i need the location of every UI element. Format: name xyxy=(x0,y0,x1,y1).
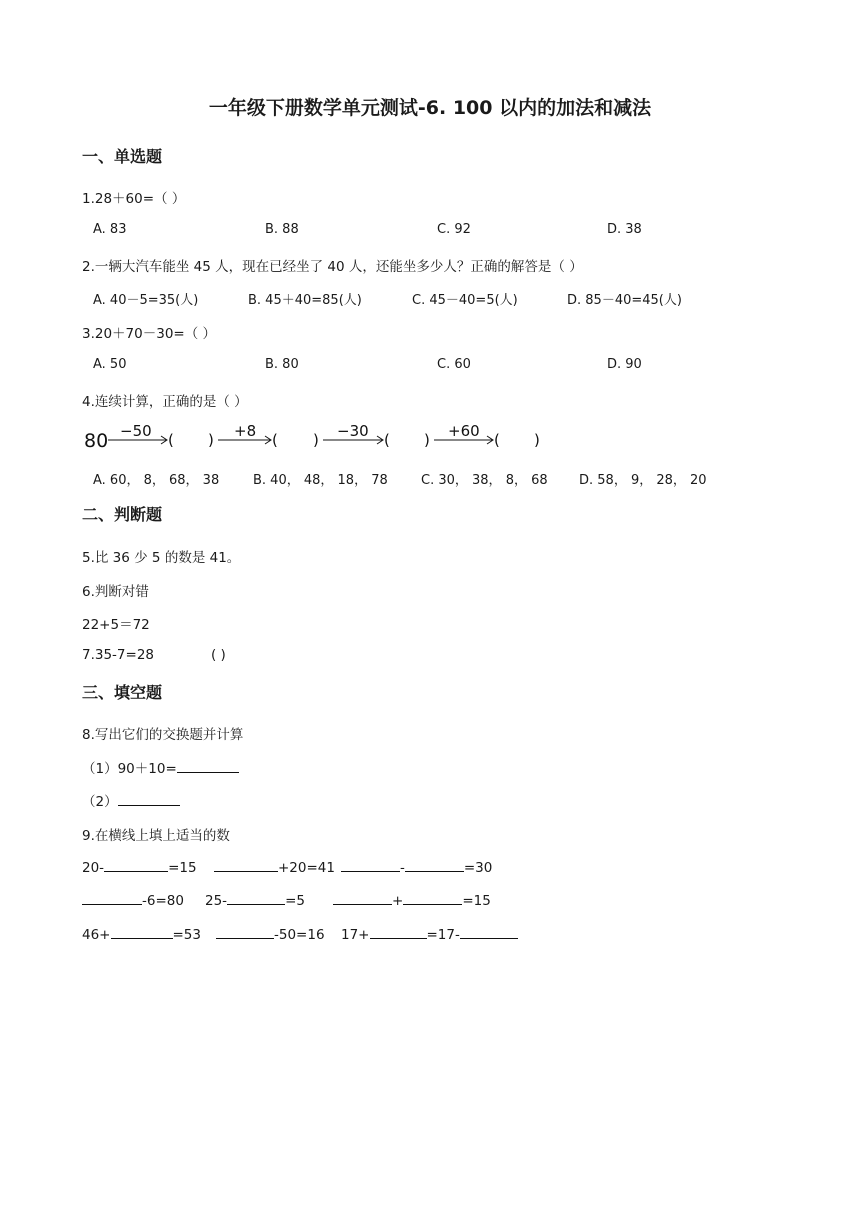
q9-row-2-item-2 xyxy=(205,892,305,909)
q9-text: =5 xyxy=(285,893,305,909)
answer-blank[interactable] xyxy=(214,859,278,872)
q9-text: -6=80 xyxy=(142,893,184,909)
question-4-stem: 4.连续计算，正确的是（ ） xyxy=(82,394,248,410)
chain-op-1: −50 xyxy=(120,422,152,440)
q2-option-d: D. 85－40=45(人) xyxy=(567,293,682,308)
q8-part-2-text: （2） xyxy=(82,794,118,810)
answer-blank[interactable] xyxy=(227,892,285,905)
q9-text: 17+ xyxy=(341,927,370,943)
section-heading-single-choice: 一、单选题 xyxy=(82,147,163,166)
chain-paren-open-2: ( xyxy=(272,431,278,449)
question-8-part-1 xyxy=(82,757,239,777)
q3-option-c: C. 60 xyxy=(437,357,471,372)
q9-text: 25- xyxy=(205,893,228,909)
chain-op-4: +60 xyxy=(448,422,480,440)
chain-paren-open-3: ( xyxy=(384,431,390,449)
q3-option-b: B. 80 xyxy=(265,357,299,372)
chain-op-3: −30 xyxy=(337,422,369,440)
page-title: 一年级下册数学单元测试-6. 100 以内的加法和减法 xyxy=(208,97,652,119)
q4-option-a: A. 60， 8， 68， 38 xyxy=(93,473,220,488)
answer-blank[interactable] xyxy=(403,892,462,905)
q4-option-c: C. 30， 38， 8， 68 xyxy=(421,473,548,488)
q4-option-b: B. 40， 48， 18， 78 xyxy=(253,473,388,488)
q9-text: -50=16 xyxy=(274,927,325,943)
section-heading-true-false: 二、判断题 xyxy=(82,505,163,524)
question-6-stem: 6.判断对错 xyxy=(82,584,149,600)
q2-option-b: B. 45＋40=85(人) xyxy=(248,293,362,308)
answer-blank[interactable] xyxy=(460,926,518,939)
question-2-stem: 2.一辆大汽车能坐 45 人，现在已经坐了 40 人，还能坐多少人？正确的解答是（ ） xyxy=(82,259,583,275)
q1-option-d: D. 38 xyxy=(607,222,642,237)
question-7-answer-paren: ( ) xyxy=(211,647,226,663)
chain-paren-open-4: ( xyxy=(494,431,500,449)
q8-part-1-text: （1）90＋10= xyxy=(82,761,177,777)
answer-blank[interactable] xyxy=(118,793,180,806)
q9-text: 20- xyxy=(82,860,105,876)
chain-paren-close-1: ) xyxy=(208,431,214,449)
question-7-stem: 7.35-7=28 xyxy=(82,647,155,663)
chain-start-number: 80 xyxy=(84,430,109,452)
q9-text: =30 xyxy=(463,860,493,876)
q9-row-2-item-1 xyxy=(82,892,184,909)
answer-blank[interactable] xyxy=(104,859,168,872)
question-6-equation: 22+5＝72 xyxy=(82,617,150,633)
q9-text: =15 xyxy=(462,893,491,909)
chain-paren-close-4: ) xyxy=(534,431,540,449)
q9-text: 46+ xyxy=(82,927,111,943)
q1-option-a: A. 83 xyxy=(93,222,127,237)
q9-row-3-item-3 xyxy=(341,926,518,943)
answer-blank[interactable] xyxy=(405,859,464,872)
q9-row-1-item-2 xyxy=(214,859,335,876)
chain-paren-close-2: ) xyxy=(313,431,319,449)
q9-text: +20=41 xyxy=(278,860,335,876)
question-9-stem: 9.在横线上填上适当的数 xyxy=(82,828,230,844)
question-5-stem: 5.比 36 少 5 的数是 41。 xyxy=(82,550,241,566)
section-heading-fill-blank: 三、填空题 xyxy=(82,683,163,702)
calculation-chain-figure xyxy=(82,421,562,457)
answer-blank[interactable] xyxy=(216,926,274,939)
q9-row-1-item-1 xyxy=(82,859,197,876)
q9-row-3-item-1 xyxy=(82,926,201,943)
q9-text: =53 xyxy=(172,927,201,943)
q9-row-2-item-3 xyxy=(333,892,491,909)
q9-row-3-item-2 xyxy=(216,926,325,943)
q9-text: =15 xyxy=(168,860,197,876)
answer-blank[interactable] xyxy=(177,760,239,773)
q9-row-1-item-3 xyxy=(341,859,492,876)
question-8-stem: 8.写出它们的交换题并计算 xyxy=(82,727,244,743)
question-1-stem: 1.28＋60=（ ） xyxy=(82,191,186,207)
q3-option-d: D. 90 xyxy=(607,357,642,372)
q9-text: =17- xyxy=(426,927,460,943)
answer-blank[interactable] xyxy=(333,892,392,905)
question-3-stem: 3.20＋70－30=（ ） xyxy=(82,326,217,342)
q9-text: + xyxy=(392,893,404,909)
chain-op-2: +8 xyxy=(234,422,257,440)
chain-paren-open-1: ( xyxy=(168,431,174,449)
question-8-part-2 xyxy=(82,790,180,810)
answer-blank[interactable] xyxy=(341,859,400,872)
answer-blank[interactable] xyxy=(370,926,427,939)
q4-option-d: D. 58， 9， 28， 20 xyxy=(579,473,707,488)
chain-paren-close-3: ) xyxy=(424,431,430,449)
q1-option-b: B. 88 xyxy=(265,222,299,237)
q1-option-c: C. 92 xyxy=(437,222,471,237)
q9-text: - xyxy=(400,860,405,876)
q3-option-a: A. 50 xyxy=(93,357,127,372)
answer-blank[interactable] xyxy=(82,892,142,905)
answer-blank[interactable] xyxy=(111,926,173,939)
q2-option-a: A. 40－5=35(人) xyxy=(93,293,199,308)
q2-option-c: C. 45－40=5(人) xyxy=(412,293,518,308)
